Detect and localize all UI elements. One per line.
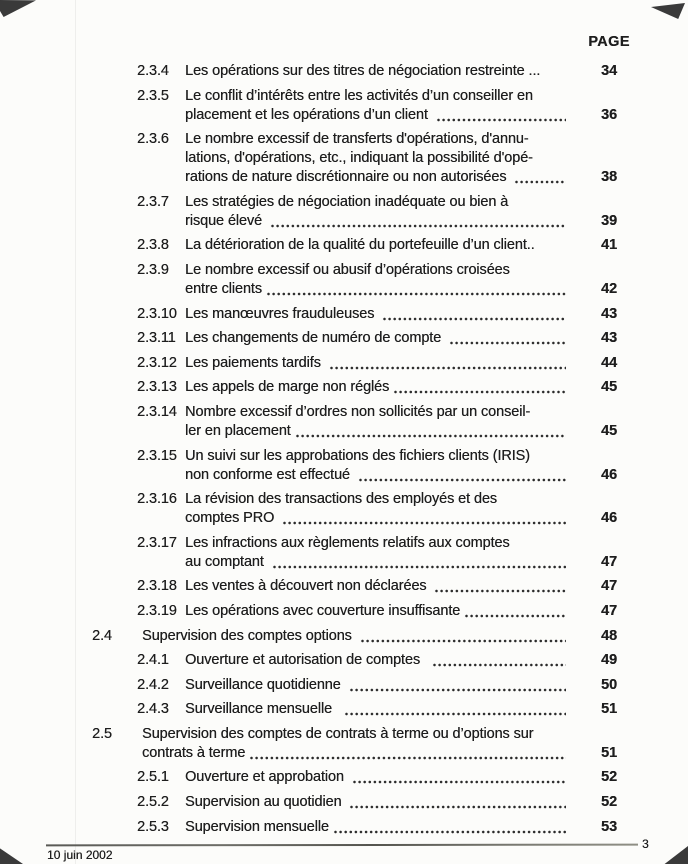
toc-entry-page-number: 52	[601, 794, 617, 811]
toc-entry-text: Les opérations avec couverture insuffisante	[185, 602, 580, 621]
toc-entry-number: 2.5.2	[137, 794, 169, 811]
dot-leader	[295, 422, 566, 441]
toc-entry-page-cell	[580, 700, 638, 719]
toc-entry-number: 2.3.19	[137, 602, 177, 619]
toc-entry-text: Les paiements tardifs	[185, 354, 580, 373]
toc-entry-page-cell	[580, 534, 638, 572]
dot-leader	[249, 744, 566, 763]
toc-entry-page-number: 43	[601, 305, 617, 322]
toc-entry	[92, 193, 638, 231]
toc-entry-page-cell	[580, 447, 638, 485]
toc-entry-number: 2.3.16	[137, 491, 177, 508]
dot-leader	[282, 509, 566, 528]
toc-entry	[92, 534, 638, 572]
toc-entry-text: Supervision mensuelle	[185, 818, 580, 837]
toc-entry-text: La révision des transactions des employés et des comptes PRO	[185, 490, 580, 528]
toc-entry-page-cell	[580, 378, 638, 397]
toc-entry	[92, 329, 638, 348]
dot-leader	[360, 627, 566, 646]
toc-entry	[92, 236, 638, 255]
toc-entry-page-cell	[580, 490, 638, 528]
toc-entry-text: Supervision des comptes de contrats à terme ou d’options sur contrats à terme	[142, 725, 580, 763]
dot-leader	[393, 378, 566, 397]
toc-entry-page-number: 39	[601, 212, 617, 229]
scan-corner-mark-bottom-left	[0, 844, 23, 864]
toc-entry-page-number: 47	[601, 602, 617, 619]
footer-date: 10 juin 2002	[47, 848, 113, 862]
toc-entry-page-number: 53	[601, 818, 617, 835]
scan-corner-mark-top-right	[651, 3, 685, 19]
toc-entry-page-number: 44	[601, 354, 617, 371]
toc-entry-text: Le nombre excessif ou abusif d’opérations croisées entre clients	[185, 261, 580, 299]
toc-entry-page-number: 45	[601, 379, 617, 396]
dot-leader	[434, 577, 566, 596]
toc-entry-page-number: 45	[601, 422, 617, 439]
dot-leader	[270, 212, 566, 231]
toc-entry-page-cell	[580, 577, 638, 596]
toc-entry	[92, 261, 638, 299]
scan-edge-line	[75, 0, 76, 864]
dot-leader	[272, 553, 566, 572]
toc-entry-number: 2.3.11	[137, 330, 176, 347]
toc-entry-text: Surveillance mensuelle	[185, 700, 580, 719]
toc-entry-page-cell	[580, 651, 638, 670]
toc-entry	[92, 627, 638, 646]
toc-entry-page-cell	[580, 193, 638, 231]
toc-entry-page-number: 46	[601, 510, 617, 527]
toc-entry-text: Les manœuvres frauduleuses	[185, 305, 580, 324]
toc-entry-text: Les appels de marge non réglés	[185, 378, 580, 397]
toc-entry-page-number: 36	[601, 106, 617, 123]
toc-entry-text: Un suivi sur les approbations des fichiers clients (IRIS) non conforme est effectué	[185, 447, 580, 485]
toc-entry-number: 2.3.15	[137, 447, 177, 464]
toc-entry-page-cell	[580, 329, 638, 348]
dot-leader	[329, 354, 566, 373]
toc-entry	[92, 62, 638, 81]
toc-entry	[92, 577, 638, 596]
toc-entry-text: Les opérations sur des titres de négociation restreinte ...	[185, 62, 580, 81]
toc-entry-text: Supervision au quotidien	[185, 793, 580, 812]
toc-entry-page-cell	[580, 725, 638, 763]
toc-entry-text: La détérioration de la qualité du portefeuille d’un client..	[185, 236, 580, 255]
toc-entry-number: 2.3.5	[137, 87, 169, 104]
dot-leader	[382, 305, 566, 324]
toc-entry-page-number: 48	[601, 627, 617, 644]
toc-entry-page-number: 51	[601, 701, 617, 718]
dot-leader	[349, 793, 566, 812]
toc-entry	[92, 447, 638, 485]
toc-entry-number: 2.3.6	[137, 131, 169, 148]
toc-entry-page-number: 50	[601, 676, 617, 693]
toc-entry	[92, 818, 638, 837]
toc-entry-text: Surveillance quotidienne	[185, 676, 580, 695]
toc-entry-text: Nombre excessif d’ordres non sollicités par un conseil- ler en placement	[185, 403, 580, 441]
toc-entry-text: Les changements de numéro de compte	[185, 329, 580, 348]
scan-corner-mark-bottom-right	[662, 846, 688, 864]
dot-leader	[344, 700, 566, 719]
toc-entry	[92, 87, 638, 125]
toc-entry	[92, 676, 638, 695]
toc-entry-number: 2.3.7	[137, 193, 169, 210]
toc-entry	[92, 651, 638, 670]
table-of-contents	[92, 33, 638, 842]
dot-leader	[352, 768, 566, 787]
toc-entry-text: Les stratégies de négociation inadéquate ou bien à risque élevé	[185, 193, 580, 231]
toc-entry	[92, 793, 638, 812]
toc-entry-number: 2.3.10	[137, 305, 177, 322]
toc-entry-text: Ouverture et approbation	[185, 768, 580, 787]
toc-entry	[92, 700, 638, 719]
toc-entry-number: 2.3.18	[137, 578, 177, 595]
toc-entry-text: Les ventes à découvert non déclarées	[185, 577, 580, 596]
toc-entry-number: 2.4.2	[137, 676, 169, 693]
toc-entry-number: 2.4	[92, 627, 112, 644]
dot-leader	[449, 329, 566, 348]
toc-entry-text: Le nombre excessif de transferts d'opérations, d'annu- lations, d'opérations, etc., indiquant la possibilité d'opé- rations de nature discrétionnaire ou non autorisées	[185, 130, 580, 187]
toc-entry-page-cell	[580, 305, 638, 324]
toc-entry-text: Le conflit d’intérêts entre les activités d’un conseiller en placement et les opérations d’un client	[185, 87, 580, 125]
dot-leader	[514, 168, 566, 187]
dot-leader	[266, 280, 566, 299]
dot-leader	[333, 818, 566, 837]
toc-entry-number: 2.3.9	[137, 261, 169, 278]
dot-leader	[464, 602, 566, 621]
toc-entry	[92, 378, 638, 397]
dot-leader	[436, 106, 566, 125]
toc-entry	[92, 602, 638, 621]
toc-entry-page-cell	[580, 768, 638, 787]
toc-entry-number: 2.3.17	[137, 534, 177, 551]
page-column-header: PAGE	[588, 34, 630, 50]
footer-rule	[46, 844, 638, 847]
toc-entry-page-cell	[580, 403, 638, 441]
toc-entry-page-cell	[580, 818, 638, 837]
toc-entry-page-number: 51	[601, 744, 617, 761]
toc-entry-page-number: 47	[601, 578, 617, 595]
toc-entry-text: Les infractions aux règlements relatifs aux comptes au comptant	[185, 534, 580, 572]
toc-entry	[92, 354, 638, 373]
toc-entry	[92, 725, 638, 763]
toc-header-row	[92, 33, 638, 52]
toc-entry	[92, 768, 638, 787]
scan-corner-mark-top-left	[0, 0, 36, 17]
toc-entry	[92, 490, 638, 528]
toc-entry-text: Ouverture et autorisation de comptes	[185, 651, 580, 670]
toc-list	[92, 62, 638, 837]
dot-leader	[432, 651, 566, 670]
footer-page-number: 3	[642, 837, 649, 851]
toc-entry-page-number: 42	[601, 280, 617, 297]
toc-entry-page-cell	[580, 793, 638, 812]
toc-entry-number: 2.3.14	[137, 403, 177, 420]
toc-entry-page-cell	[580, 87, 638, 125]
dot-leader	[544, 62, 566, 81]
toc-entry-page-number: 46	[601, 466, 617, 483]
toc-entry-text: Supervision des comptes options	[142, 627, 580, 646]
toc-entry-number: 2.4.1	[137, 652, 169, 669]
toc-entry-page-number: 49	[601, 652, 617, 669]
dot-leader	[539, 236, 567, 255]
toc-entry	[92, 403, 638, 441]
toc-entry-page-cell	[580, 602, 638, 621]
toc-entry-number: 2.3.12	[137, 354, 177, 371]
toc-entry-page-number: 41	[601, 237, 617, 254]
toc-entry-page-cell	[580, 354, 638, 373]
toc-entry-page-number: 38	[601, 169, 617, 186]
toc-entry-page-number: 47	[601, 553, 617, 570]
toc-entry-page-cell	[580, 130, 638, 187]
toc-entry-page-number: 43	[601, 330, 617, 347]
toc-entry	[92, 305, 638, 324]
toc-entry-page-cell	[580, 236, 638, 255]
toc-entry-page-cell	[580, 676, 638, 695]
toc-entry-number: 2.5	[92, 725, 112, 742]
toc-entry-number: 2.5.1	[137, 769, 169, 786]
toc-entry-page-cell	[580, 261, 638, 299]
toc-entry-number: 2.3.13	[137, 379, 177, 396]
toc-entry-page-number: 52	[601, 769, 617, 786]
dot-leader	[358, 466, 566, 485]
dot-leader	[349, 676, 566, 695]
toc-entry-number: 2.4.3	[137, 701, 169, 718]
toc-entry	[92, 130, 638, 187]
toc-entry-number: 2.3.8	[137, 237, 169, 254]
toc-entry-page-cell	[580, 627, 638, 646]
toc-entry-number: 2.3.4	[137, 63, 169, 79]
toc-entry-number: 2.5.3	[137, 818, 169, 835]
toc-entry-page-number: 34	[601, 63, 617, 79]
toc-entry-page-cell	[580, 62, 638, 81]
